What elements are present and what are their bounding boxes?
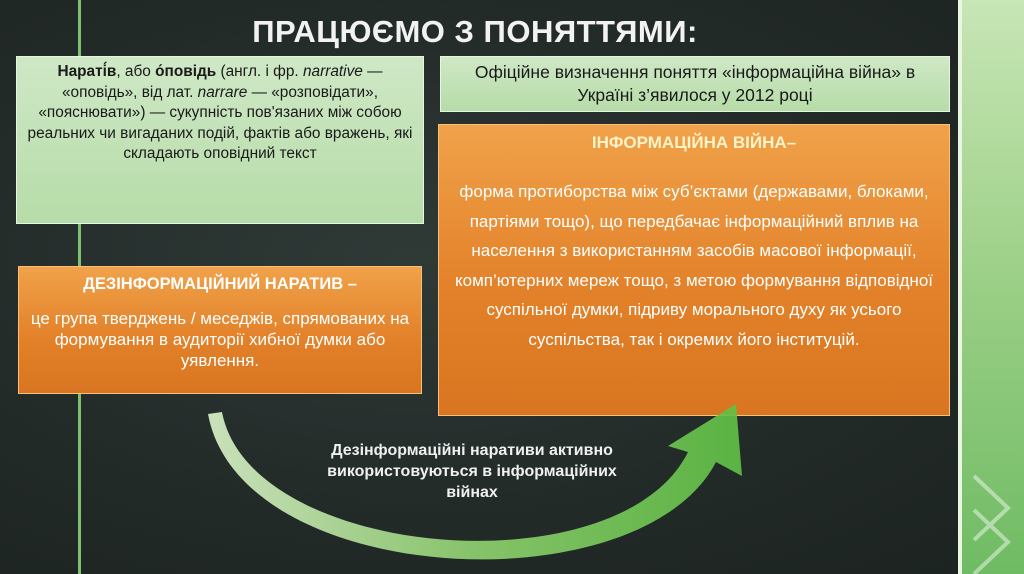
narrative-en-word: narrative [302, 63, 363, 80]
disinfo-narrative-text: це група тверджень / меседжів, спрямованих на формування в аудиторії хибної думки або уявлення. [30, 309, 410, 370]
disinfo-narrative-heading: ДЕЗІНФОРМАЦІЙНИЙ НАРАТИВ – [83, 275, 357, 293]
narrative-term: Нараті́в [57, 63, 117, 80]
info-war-text: форма протиборства між суб’єктами (державами, блоками, партіями тощо), що передбачає інформаційний вплив на населення з використанням засобів масової інформації, комп’ютерних мереж тощо, з метою формування відповідної суспільної думки, підриву морального духу як усього суспільства, так і окремих його інституцій. [454, 182, 934, 349]
official-definition-text: Офіційне визначення поняття «інформаційна війна» в Україні з’явилося у 2012 році [474, 62, 916, 105]
narrative-sep: , або [116, 63, 156, 80]
narrative-text-1: (англ. і фр. [216, 63, 303, 80]
info-war-heading: ІНФОРМАЦІЙНА ВІЙНА– [591, 133, 797, 152]
narrative-lat-word: narrare [197, 83, 248, 101]
arrow-caption: Дезінформаційні наративи активно використовуються в інформаційних війнах [327, 442, 617, 501]
narrative-text-2: — «оповідь», від лат. [62, 63, 383, 101]
narrative-term2: о́повідь [155, 63, 217, 80]
page-title: ПРАЦЮЄМО З ПОНЯТТЯМИ: [252, 14, 698, 49]
narrative-text-3: — «розповідати», «пояснювати») — сукупність пов'язаних між собою реальних чи вигаданих подій, фактів або вражень, які складають оповідний текст [27, 83, 413, 163]
